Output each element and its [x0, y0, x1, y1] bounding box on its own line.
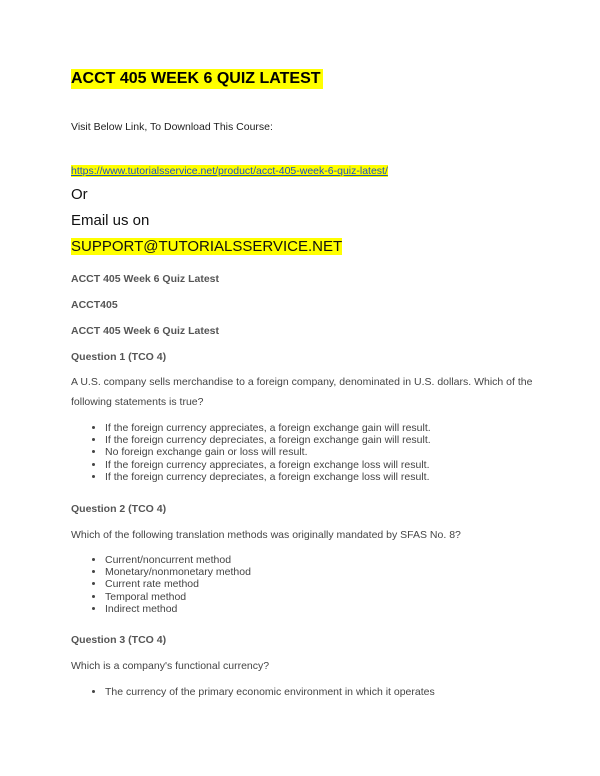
list-item: • If the foreign currency depreciates, a foreign exchange gain will result.	[105, 434, 431, 446]
list-item: • Indirect method	[105, 603, 251, 615]
list-item: • If the foreign currency appreciates, a foreign exchange loss will result.	[105, 459, 431, 471]
document-title: ACCT 405 WEEK 6 QUIZ LATEST	[71, 70, 321, 87]
question-1-options	[89, 422, 431, 483]
course-heading: ACCT 405 Week 6 Quiz Latest	[71, 273, 220, 285]
question-3-text: Which is a company's functional currency?	[71, 660, 270, 672]
question-2-label: Question 2 (TCO 4)	[71, 503, 167, 515]
question-3-options	[89, 686, 435, 698]
question-1-text: A U.S. company sells merchandise to a foreign company, denominated in U.S. dollars. Which of the following statements is true?	[71, 376, 533, 408]
question-2-options	[89, 554, 251, 615]
list-item: • No foreign exchange gain or loss will result.	[105, 446, 431, 458]
list-item: • Monetary/nonmonetary method	[105, 566, 251, 578]
question-3-label: Question 3 (TCO 4)	[71, 634, 167, 646]
list-item: • Current rate method	[105, 578, 251, 590]
support-email[interactable]: SUPPORT@TUTORIALSSERVICE.NET	[71, 238, 343, 255]
list-item: • The currency of the primary economic environment in which it operates	[105, 686, 435, 698]
or-text: Or	[71, 186, 88, 203]
email-label: Email us on	[71, 212, 150, 229]
question-2-text: Which of the following translation methods was originally mandated by SFAS No. 8?	[71, 529, 461, 541]
list-item: • Temporal method	[105, 591, 251, 603]
course-link[interactable]: https://www.tutorialsservice.net/product/acct-405-week-6-quiz-latest/	[71, 165, 388, 177]
list-item: • Current/noncurrent method	[105, 554, 251, 566]
list-item: • If the foreign currency depreciates, a foreign exchange loss will result.	[105, 471, 431, 483]
course-code: ACCT405	[71, 299, 118, 311]
question-1-label: Question 1 (TCO 4)	[71, 351, 167, 363]
visit-instruction: Visit Below Link, To Download This Course:	[71, 121, 273, 133]
list-item: • If the foreign currency appreciates, a foreign exchange gain will result.	[105, 422, 431, 434]
course-subheading: ACCT 405 Week 6 Quiz Latest	[71, 325, 220, 337]
